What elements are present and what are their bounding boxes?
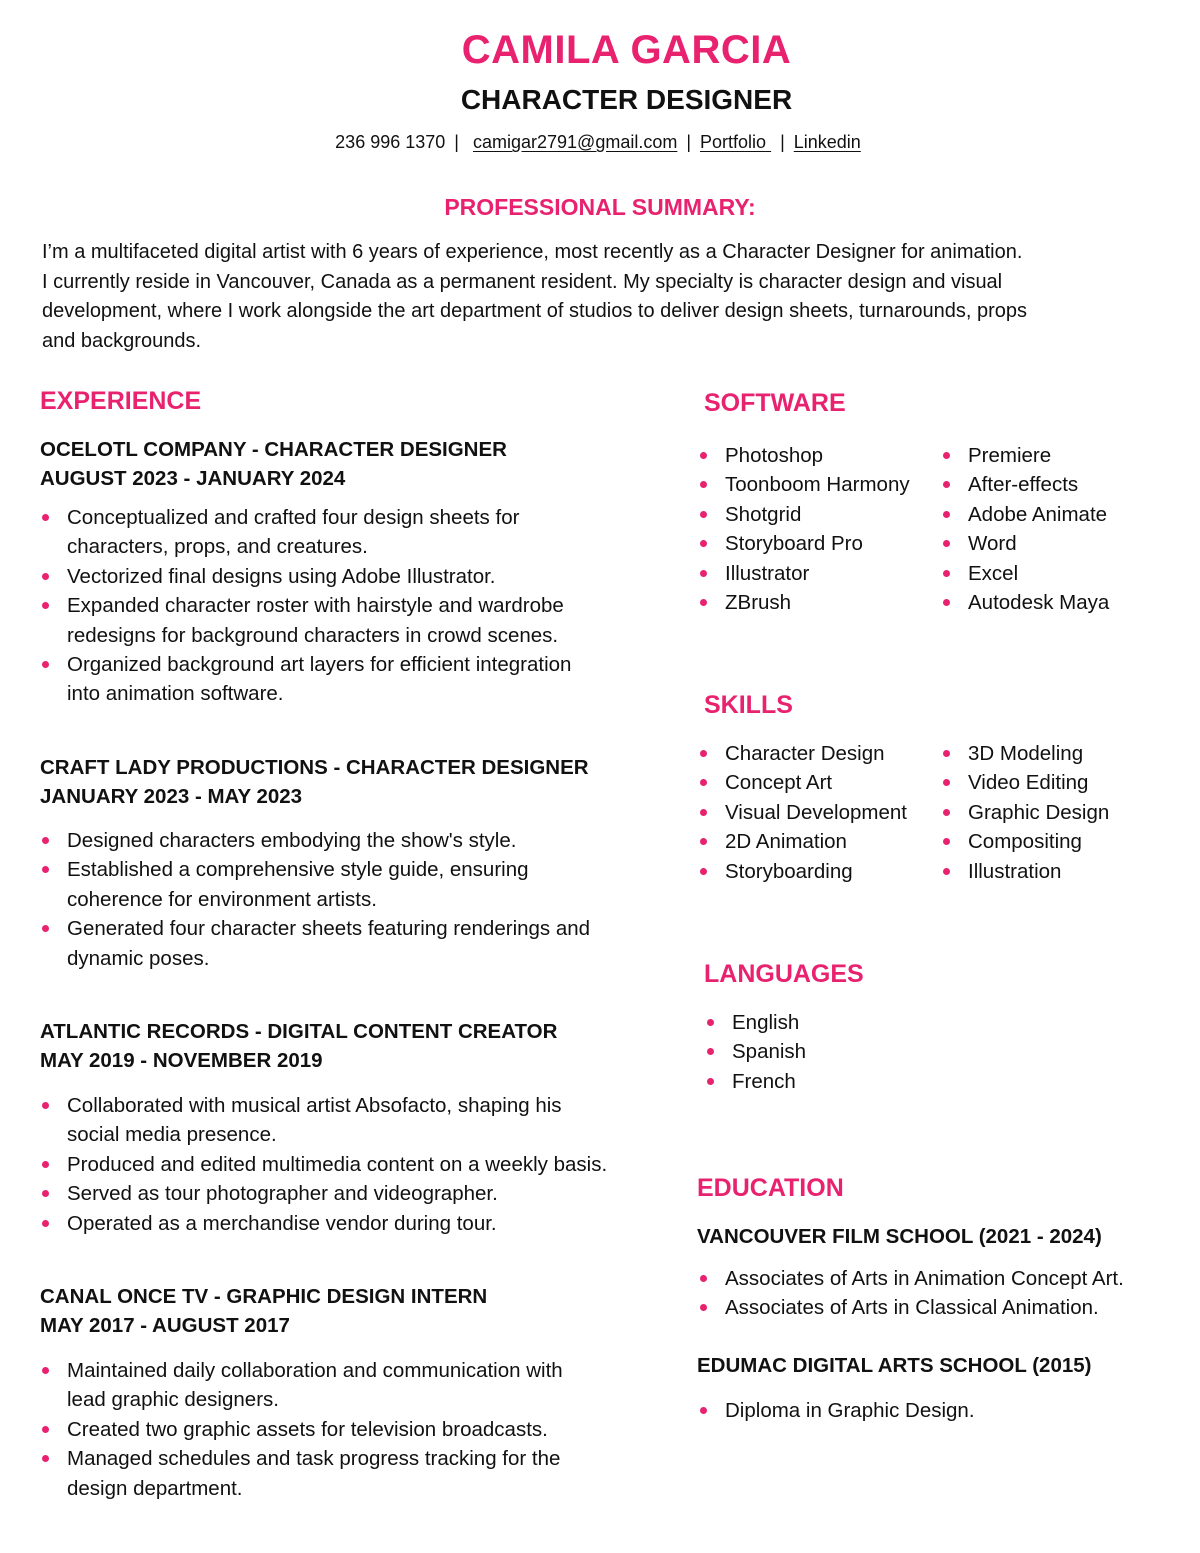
list-item: Toonboom Harmony [698, 470, 941, 499]
contact-separator: | [686, 132, 692, 152]
summary-heading: PROFESSIONAL SUMMARY: [444, 194, 756, 220]
list-item: After-effects [941, 470, 1109, 499]
software-column [941, 441, 1109, 617]
list-item: 3D Modeling [941, 739, 1109, 768]
job-header [40, 753, 680, 811]
job-title: OCELOTL COMPANY - CHARACTER DESIGNER [40, 438, 507, 461]
job-bullets [40, 826, 680, 973]
contact-line [0, 132, 1196, 153]
job-title: ATLANTIC RECORDS - DIGITAL CONTENT CREATOR [40, 1020, 558, 1043]
school-name: VANCOUVER FILM SCHOOL (2021 - 2024) [697, 1225, 1102, 1248]
summary-line: I’m a multifaceted digital artist with 6 years of experience, most recently as a Character Designer for animation. [42, 241, 1023, 263]
candidate-name: CAMILA GARCIA [461, 28, 792, 72]
list-item: English [705, 1008, 1005, 1037]
job-dates: MAY 2017 - AUGUST 2017 [40, 1314, 290, 1337]
list-item: Storyboarding [698, 857, 941, 886]
list-item: ZBrush [698, 588, 941, 617]
list-item: Video Editing [941, 768, 1109, 797]
list-item: Autodesk Maya [941, 588, 1109, 617]
job-header [40, 435, 680, 493]
list-item: Organized background art layers for efficient integration into animation software. [40, 650, 680, 709]
skills-column [698, 739, 941, 886]
software-heading: SOFTWARE [704, 389, 846, 417]
list-item: Graphic Design [941, 798, 1109, 827]
summary-line: development, where I work alongside the art department of studios to deliver design sheets, turnarounds, props [42, 300, 1028, 323]
email-link[interactable]: camigar2791@gmail.com [472, 132, 678, 152]
list-item: Associates of Arts in Animation Concept Art. [698, 1264, 1188, 1293]
job-title: CHARACTER DESIGNER [460, 84, 793, 115]
list-item: Character Design [698, 739, 941, 768]
job-header [40, 1017, 680, 1075]
list-item: Produced and edited multimedia content on a weekly basis. [40, 1150, 680, 1179]
list-item: Excel [941, 559, 1109, 588]
job-bullets [40, 1356, 680, 1503]
list-item: Illustrator [698, 559, 941, 588]
job-dates: JANUARY 2023 - MAY 2023 [40, 785, 303, 808]
contact-separator: | [780, 132, 785, 152]
job-bullets [40, 1091, 680, 1238]
languages-heading: LANGUAGES [704, 960, 864, 988]
list-item: Compositing [941, 827, 1109, 856]
list-item: Illustration [941, 857, 1109, 886]
phone-number: 236 996 1370 [335, 132, 446, 152]
job-dates: MAY 2019 - NOVEMBER 2019 [40, 1049, 323, 1072]
list-item: Created two graphic assets for television broadcasts. [40, 1415, 680, 1444]
list-item: Photoshop [698, 441, 941, 470]
list-item: Concept Art [698, 768, 941, 797]
job-dates: AUGUST 2023 - JANUARY 2024 [40, 467, 346, 490]
software-list [698, 441, 1109, 617]
software-column [698, 441, 941, 617]
summary-line: and backgrounds. [42, 329, 202, 352]
education-list [698, 1396, 1188, 1425]
summary-line: I currently reside in Vancouver, Canada as a permanent resident. My specialty is character design and visual [42, 270, 1003, 293]
linkedin-link[interactable]: Linkedin [793, 132, 861, 152]
portfolio-link[interactable]: Portfolio [700, 132, 772, 152]
list-item: Vectorized final designs using Adobe Illustrator. [40, 562, 680, 591]
languages-list [705, 1008, 1005, 1096]
list-item: Operated as a merchandise vendor during tour. [40, 1209, 680, 1238]
job-title: CANAL ONCE TV - GRAPHIC DESIGN INTERN [40, 1285, 488, 1308]
list-item: Storyboard Pro [698, 529, 941, 558]
list-item: Generated four character sheets featuring renderings and dynamic poses. [40, 914, 680, 973]
list-item: Established a comprehensive style guide, ensuring coherence for environment artists. [40, 855, 680, 914]
list-item: Shotgrid [698, 500, 941, 529]
experience-heading: EXPERIENCE [40, 387, 202, 415]
skills-list [698, 739, 1109, 886]
education-list [698, 1264, 1188, 1323]
list-item: Conceptualized and crafted four design sheets for characters, props, and creatures. [40, 503, 680, 562]
list-item: Served as tour photographer and videographer. [40, 1179, 680, 1208]
list-item: Managed schedules and task progress tracking for the design department. [40, 1444, 680, 1503]
job-header [40, 1282, 680, 1340]
school-name: EDUMAC DIGITAL ARTS SCHOOL (2015) [697, 1354, 1092, 1377]
list-item: Collaborated with musical artist Absofacto, shaping his social media presence. [40, 1091, 680, 1150]
skills-heading: SKILLS [704, 691, 793, 719]
list-item: Expanded character roster with hairstyle and wardrobe redesigns for background characters in crowd scenes. [40, 591, 680, 650]
list-item: 2D Animation [698, 827, 941, 856]
list-item: Visual Development [698, 798, 941, 827]
summary-text [42, 238, 1182, 356]
list-item: Adobe Animate [941, 500, 1109, 529]
job-title: CRAFT LADY PRODUCTIONS - CHARACTER DESIGNER [40, 756, 589, 779]
education-heading: EDUCATION [697, 1174, 844, 1202]
list-item: Word [941, 529, 1109, 558]
list-item: Diploma in Graphic Design. [698, 1396, 1188, 1425]
contact-separator: | [454, 132, 459, 152]
list-item: Maintained daily collaboration and communication with lead graphic designers. [40, 1356, 680, 1415]
list-item: Spanish [705, 1037, 1005, 1066]
skills-column [941, 739, 1109, 886]
list-item: Premiere [941, 441, 1109, 470]
job-bullets [40, 503, 680, 709]
list-item: Designed characters embodying the show's style. [40, 826, 680, 855]
list-item: French [705, 1067, 1005, 1096]
list-item: Associates of Arts in Classical Animation. [698, 1293, 1188, 1322]
